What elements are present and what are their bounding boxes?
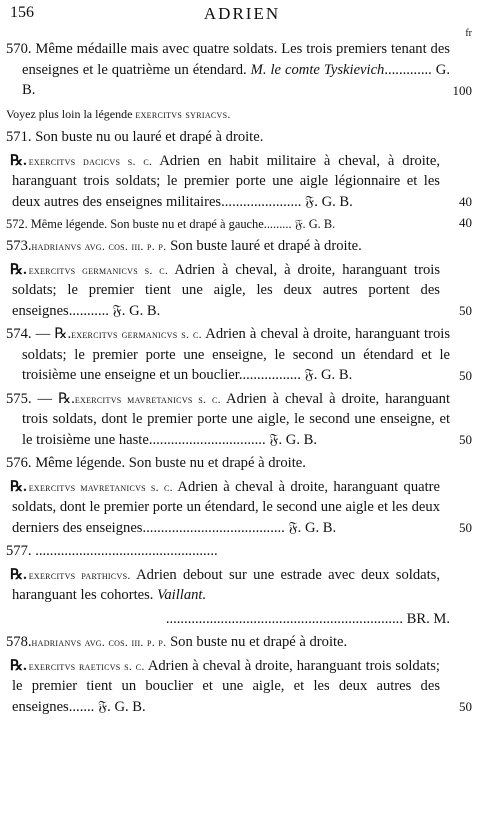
metal-size: ........... 𝔉. G. B. [68, 302, 161, 319]
legend-text: hadrianvs avg. cos. iii. p. p. [31, 239, 167, 253]
metal-size: ......... 𝔉. G. B. [263, 217, 336, 231]
entry-text: Adrien à cheval à droite, haranguant trois soldats, dont le premier porte une aigle, le second une enseigne, et le troisième une haste [22, 390, 451, 448]
running-header [0, 4, 484, 28]
entry-text: Adrien debout sur une estrade avec deux soldats, haranguant les cohortes. [12, 566, 440, 603]
price: 50 [459, 520, 472, 535]
catalogue-entry [0, 324, 484, 386]
legend-text: exercitvs mavretanicvs s. c. [74, 391, 221, 406]
price: 50 [459, 699, 472, 714]
page-number: 156 [10, 4, 34, 21]
entry-text: .................................................. [31, 543, 218, 559]
entry-text: Son buste nu ou lauré et drapé à droite. [31, 129, 264, 145]
price: 40 [459, 215, 472, 230]
entry-text: Même médaille mais avec quatre soldats. Les trois premiers tenant des enseignes et le quatrième un étendard. [22, 41, 450, 78]
entry-text: Même légende. Son buste nu et drapé à droite. [31, 455, 306, 471]
price: 100 [452, 82, 472, 98]
legend-text: exercitvs germanicvs s. c. [71, 327, 202, 341]
collection-name: M. le comte Tyskievich [250, 61, 385, 78]
entry-text: Adrien en habit militaire à cheval, à droite, haranguant trois soldats; le premier porte une aigle légionnaire et les deux autres des enseignes militaires [12, 152, 440, 210]
reverse-mark: ℞. [10, 657, 27, 674]
legend-text: exercitvs parthicvs. [28, 567, 131, 582]
price: 50 [459, 303, 472, 318]
metal-size: ................. 𝔉. G. B. [238, 367, 353, 383]
legend-text: hadrianvs avg. cos. iii. p. p. [31, 635, 167, 649]
metal-size: ....................................... 𝔉. G. B. [142, 519, 337, 536]
legend-text: exercitvs syriacvs. [135, 106, 231, 121]
catalogue-entry [0, 104, 484, 125]
running-title: ADRIEN [203, 4, 281, 23]
catalogue-entry [0, 541, 484, 562]
reverse-mark: ℞. [10, 478, 27, 495]
price: 50 [459, 432, 472, 447]
metal-size: ................................ 𝔉. G. B. [148, 431, 317, 448]
catalogue-entry [0, 632, 484, 653]
reverse-mark: ℞. [10, 261, 27, 278]
metal-size: ....... 𝔉. G. B. [68, 698, 146, 715]
entry-number: 571. [6, 129, 32, 145]
catalogue-entry [0, 565, 484, 606]
price: 40 [459, 194, 472, 209]
collection-name: Vaillant. [157, 587, 207, 603]
legend-text: exercitvs germanicvs s. c. [28, 262, 169, 277]
reverse-mark: ℞. [10, 566, 27, 583]
entry-text: Son buste lauré et drapé à droite. [166, 238, 362, 254]
entry-text: Adrien à cheval à droite, haranguant trois soldats; le premier tient un bouclier et une aigle, et les deux autres des enseignes [12, 657, 440, 715]
catalogue-entry [0, 389, 484, 451]
catalogue-entry [0, 151, 484, 213]
legend-text: exercitvs mavretanicvs s. c. [28, 479, 173, 494]
catalogue-entry [0, 453, 484, 474]
catalogue-entry [0, 127, 484, 148]
entry-text: Même légende. Son buste nu et drapé à gauche [27, 217, 264, 231]
legend-text: exercitvs dacicvs s. c. [28, 153, 153, 168]
reverse-mark: ℞. [10, 152, 27, 169]
catalogue-body [0, 36, 484, 717]
metal-size: ............. G. B. [22, 61, 450, 98]
entry-number: 575. [6, 390, 32, 407]
price: 50 [459, 367, 472, 383]
metal-size: ...................... 𝔉. G. B. [221, 193, 353, 210]
catalogue-entry [0, 609, 484, 630]
catalogue-entry [0, 236, 484, 257]
legend-text: exercitvs raeticvs s. c. [28, 658, 145, 673]
entry-text: Adrien à cheval à droite, haranguant quatre soldats, dont le premier porte un étendard, le second une aigle et les deux derniers des enseignes [12, 478, 441, 536]
entry-number: 573. [6, 238, 32, 254]
catalogue-entry [0, 39, 484, 101]
entry-number: 577. [6, 543, 32, 559]
reverse-dash: — ℞. [31, 326, 72, 342]
entry-number: 574. [6, 326, 32, 342]
catalogue-entry [0, 215, 484, 233]
entry-text: Adrien à cheval, à droite, haranguant trois soldats; le premier tient une aigle, les deux autres portent des enseignes [12, 261, 440, 319]
entry-number: 576. [6, 455, 32, 471]
reverse-dash: — ℞. [31, 390, 75, 407]
entry-text: Son buste nu et drapé à droite. [166, 634, 348, 650]
entry-text: Voyez plus loin la légende [6, 106, 136, 121]
catalogue-entry [0, 477, 484, 539]
entry-text: ................................................................. BR. M. [165, 610, 450, 627]
catalogue-entry [0, 260, 484, 322]
entry-number: 578. [6, 634, 32, 650]
entry-number: 570. [6, 41, 32, 57]
entry-number: 572. [6, 217, 28, 231]
entry-text: Adrien à cheval à droite, haranguant trois soldats; le premier porte une enseigne, le second un étendard et le troisième une enseigne et un bouclier [22, 326, 450, 383]
currency-unit: fr [465, 28, 472, 39]
catalogue-entry [0, 656, 484, 718]
